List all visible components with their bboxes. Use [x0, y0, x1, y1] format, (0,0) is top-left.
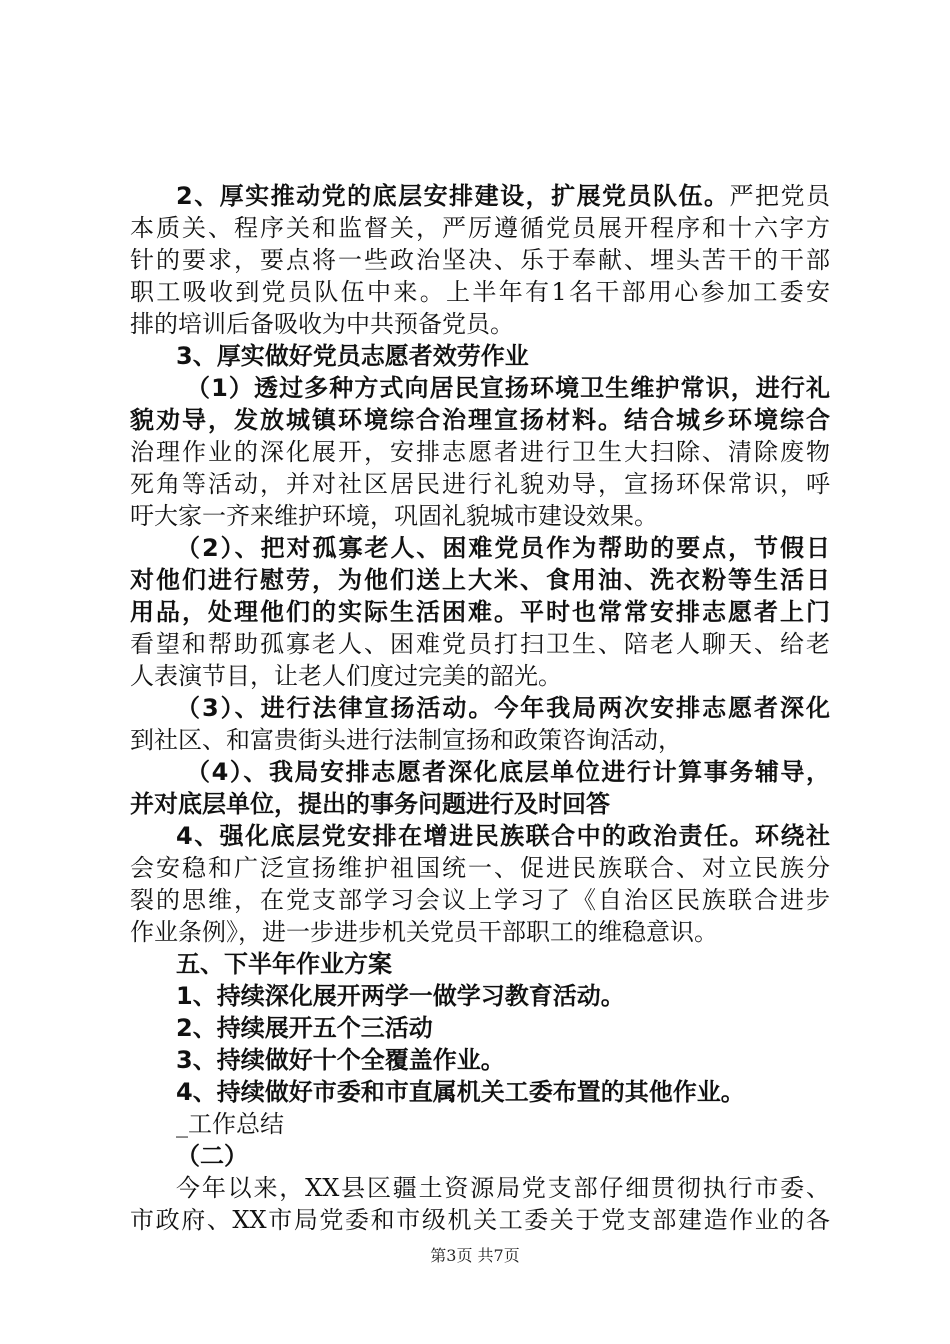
- paragraph-line: 貌劝导，发放城镇环境综合治理宣扬材料。结合城乡环境综合: [130, 406, 830, 434]
- plan-item: 2、持续展开五个三活动: [176, 1014, 433, 1042]
- section-title: _工作总结: [176, 1110, 284, 1138]
- paragraph-line: 会安稳和广泛宣扬维护祖国统一、促进民族联合、对立民族分: [130, 854, 830, 882]
- plan-item: 1、持续深化展开两学一做学习教育活动。: [176, 982, 625, 1010]
- paragraph-line: 市政府、XX市局党委和市级机关工委关于党支部建造作业的各: [130, 1206, 830, 1234]
- paragraph-line: 并对底层单位，提出的事务问题进行及时回答: [130, 790, 610, 818]
- paragraph-line: 作业条例》，进一步进步机关党员干部职工的维稳意识。: [130, 918, 718, 946]
- section-number: （二）: [176, 1142, 248, 1170]
- paragraph-line: 排的培训后备吸收为中共预备党员。: [130, 310, 514, 338]
- paragraph-line: （2）、把对孤寡老人、困难党员作为帮助的要点，节假日: [176, 534, 830, 562]
- paragraph-line: 吁大家一齐来维护环境，巩固礼貌城市建设效果。: [130, 502, 658, 530]
- paragraph-line: 对他们进行慰劳，为他们送上大米、食用油、洗衣粉等生活日: [130, 566, 830, 594]
- paragraph-line: （1）透过多种方式向居民宣扬环境卫生维护常识，进行礼: [186, 374, 830, 402]
- paragraph-line: 针的要求，要点将一些政治坚决、乐于奉献、埋头苦干的干部: [130, 246, 830, 274]
- bold-heading-text: 2、厚实推动党的底层安排建设，扩展党员队伍。: [176, 182, 730, 210]
- paragraph-line: 本质关、程序关和监督关，严厉遵循党员展开程序和十六字方: [130, 214, 830, 242]
- paragraph-line: 职工吸收到党员队伍中来。上半年有1名干部用心参加工委安: [130, 278, 830, 306]
- section-heading: 3、厚实做好党员志愿者效劳作业: [176, 342, 529, 370]
- paragraph-line: [176, 180, 830, 212]
- paragraph-line: 裂的思维，在党支部学习会议上学习了《自治区民族联合进步: [130, 886, 830, 914]
- paragraph-line: 看望和帮助孤寡老人、困难党员打扫卫生、陪老人聊天、给老: [130, 630, 830, 658]
- paragraph-line: 今年以来，XX县区疆土资源局党支部仔细贯彻执行市委、: [176, 1174, 830, 1202]
- paragraph-line: 用品，处理他们的实际生活困难。平时也常常安排志愿者上门: [130, 598, 830, 626]
- plan-item: 3、持续做好十个全覆盖作业。: [176, 1046, 505, 1074]
- paragraph-line: 4、强化底层党安排在增进民族联合中的政治责任。环绕社: [176, 822, 830, 850]
- plan-item: 4、持续做好市委和市直属机关工委布置的其他作业。: [176, 1078, 745, 1106]
- page-number: 第3页 共7页: [430, 1246, 520, 1265]
- paragraph-line: （3）、进行法律宣扬活动。今年我局两次安排志愿者深化: [176, 694, 830, 722]
- paragraph-line: （4）、我局安排志愿者深化底层单位进行计算事务辅导，: [186, 758, 830, 786]
- paragraph-line: 到社区、和富贵街头进行法制宣扬和政策咨询活动，: [130, 726, 682, 754]
- paragraph-line: 治理作业的深化展开，安排志愿者进行卫生大扫除、清除废物: [130, 438, 830, 466]
- paragraph-line: 死角等活动，并对社区居民进行礼貌劝导，宣扬环保常识，呼: [130, 470, 830, 498]
- paragraph-line: 人表演节目，让老人们度过完美的韶光。: [130, 662, 562, 690]
- section-heading: 五、下半年作业方案: [176, 950, 392, 978]
- line-text: 严把党员: [729, 182, 830, 210]
